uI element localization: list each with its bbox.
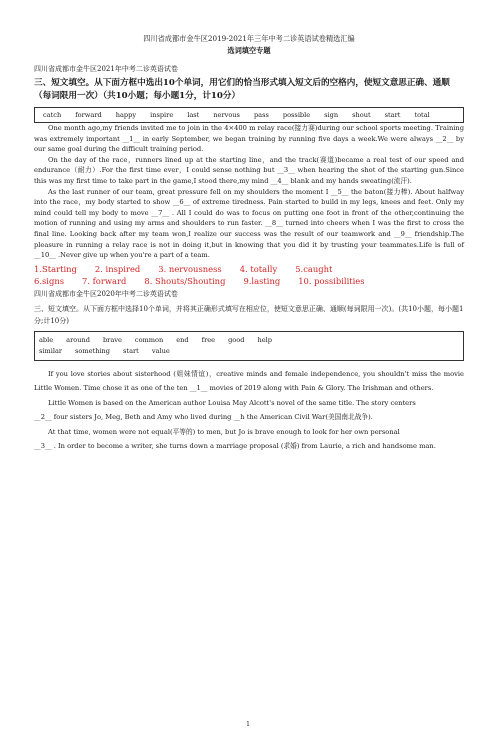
word-option: brave [102,335,122,344]
section2-passage [34,367,464,411]
answer-item: 9.lasting [243,275,281,286]
answer-item: 7. forward [82,275,127,286]
section1-source: 四川省成都市金牛区2021年中考二诊英语试卷 [34,65,178,73]
word-box-row-2 [39,346,459,357]
section2-line-3: At that time, women were not equal(平等的) to men, but Jo is brave enough to look for her own personal [48,427,400,436]
word-option: able [39,335,54,344]
answer-item: 6.signs [34,275,65,286]
page-number: 1 [246,721,250,728]
answer-item: 2. inspired [94,263,141,274]
answer-item: 5.caught [295,263,333,274]
word-option: start [384,111,401,119]
word-option: forward [75,111,102,119]
section1-instruction: 三、短文填空。从下面方框中选出10个单词，用它们的恰当形式填入短文后的空格内，使短文意思正确、通顺（每词限用一次）（共10小题；每小题1分，计10分） [34,78,450,101]
section2-word-box [34,331,464,361]
word-option: good [228,335,245,344]
passage-paragraph: Little Women is based on the American author Louisa May Alcott's novel of the same title. The story centers [48,398,416,407]
word-box-row-1 [39,335,459,346]
word-option: start [123,346,139,355]
word-option: pass [253,111,269,119]
word-option: sign [324,111,339,119]
passage-paragraph: As the last runner of our team, great pressure fell on my shoulders the moment I __5__ the baton(接力棒). About halfway into the race，my body started to show __6__ of extreme tiredness. Pain started to build in my legs, knees and feet. Only my mind could tell my body to move __7__ . All I could do was to focus on putting one foot in front of the other,continuing the motion of running and using my arms and shoulders to run faster. __8__ turned into cheers when I was the first to cross the final line. Looking back after my team won,I realize our success was the result of our teamwork and __9__ friendship.The pleasure in running a relay race is not in doing it,but in knowing that you did it by trusting your teammates.Life is full of __10__ .Never give up when you're a part of a team. [34,187,464,260]
answer-item: 1.Starting [34,263,77,274]
document-title: 四川省成都市金牛区2019-2021年三年中考二诊英语试卷精选汇编 [143,34,355,43]
section1-word-box [34,107,464,123]
section1-passage [34,123,464,261]
answer-item: 10. possibilities [298,275,365,286]
word-option: nervous [213,111,240,119]
word-option: possible [282,111,311,119]
word-option: value [151,346,170,355]
word-option: something [75,346,111,355]
word-option: help [257,335,272,344]
word-option: total [414,111,430,119]
word-option: shout [352,111,371,119]
answer-item: 4. totally [239,263,278,274]
answer-item: 3. nervousness [158,263,222,274]
passage-paragraph: One month ago,my friends invited me to join in the 4×400 m relay race(接力赛)during our school sports meeting. Training was extremely important __1__ in early September, we began training by running five days a week.We were always __2__ by our same goal during the difficult training period. [34,124,464,154]
word-option: happy [115,111,137,119]
document-page [0,34,496,736]
word-option: catch [43,111,62,119]
section2-line-2: __2__ four sisters Jo, Meg, Beth and Amy who lived during __h the American Civil War(美国南北战争). [34,413,373,422]
word-option: around [66,335,90,344]
word-option: common [134,335,164,344]
word-option: similar [39,346,63,355]
section2-source: 四川省成都市金牛区2020年中考二诊英语试卷 [34,289,178,298]
section1-answers [34,263,464,287]
word-option: last [187,111,200,119]
document-subtitle: 选词填空专题 [227,46,271,55]
answers-row-2 [34,275,464,287]
word-option: inspire [150,111,174,119]
answers-row-1 [34,263,464,275]
passage-paragraph: If you love stories about sisterhood (姐妹情谊)，creative minds and female independence, you shouldn't miss the movie Little Women. Time chose it as one of the ten __1__ movies of 2019 along with Pain & Glory. The Irishman and others. [34,369,464,393]
word-option: end [176,335,189,344]
word-option: free [201,335,216,344]
passage-paragraph: On the day of the race，runners lined up at the starting line，and the track(赛道)became a real test of our speed and endurance（耐力）.For the first time ever，I could sense nothing but __3__ when hearing the shot of the starting gun.Since this was my first time to take part in the game,I stood there,my mind __4__ blank and my hands sweating(流汗). [34,155,464,185]
section2-instruction: 三、短文填空。从下面方框中选择10个单词，并将其正确形式填写在相应位，使短文意思正确、通顺(每词限用一次)。(共10小题，每小题1分;计10分) [34,304,464,325]
section2-line-4: __3__ . In order to become a writer, she turns down a marriage proposal (求婚) from Laurie, a rich and handsome man. [34,442,436,451]
answer-item: 8. Shouts/Shouting [144,275,226,286]
